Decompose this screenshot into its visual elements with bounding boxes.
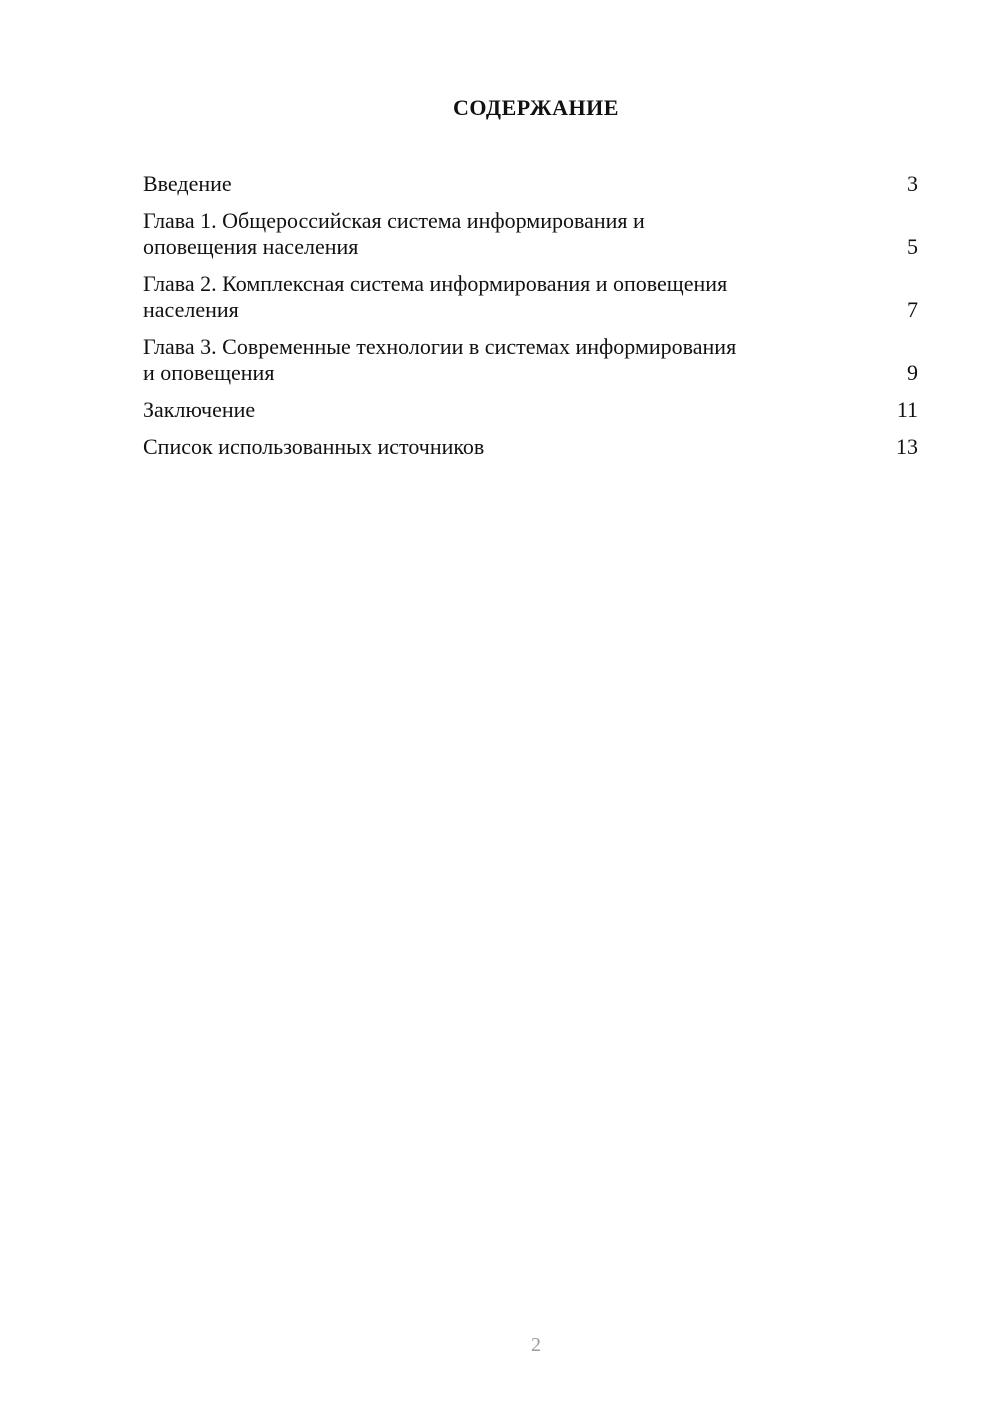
toc-entry-chapter-2[interactable] — [143, 271, 918, 323]
toc-entry-references[interactable] — [143, 434, 918, 460]
toc-entry-text — [143, 171, 833, 197]
toc-entry-line: Глава 1. Общероссийская система информирования и — [143, 208, 645, 233]
toc-entry-page-number: 5 — [907, 234, 918, 259]
toc-entry-line: Глава 3. Современные технологии в системах информирования — [143, 334, 737, 359]
toc-entry-chapter-1[interactable] — [143, 208, 918, 260]
toc-entry-line: и оповещения — [143, 360, 275, 385]
toc-entry-line: населения — [143, 297, 239, 322]
toc-entry-line: оповещения населения — [143, 234, 359, 259]
toc-entry-text — [143, 271, 833, 323]
toc-entry-page-number: 13 — [896, 434, 918, 459]
toc-entry-introduction[interactable] — [143, 171, 918, 197]
page-number: 2 — [531, 1334, 541, 1356]
toc-entry-text — [143, 208, 833, 260]
toc-entry-line: Глава 2. Комплексная система информирования и оповещения — [143, 271, 728, 296]
toc-entry-text — [143, 434, 833, 460]
toc-entry-page-number: 3 — [907, 171, 918, 196]
page-title: СОДЕРЖАНИЕ — [453, 95, 619, 120]
toc-entry-page-number: 9 — [907, 360, 918, 385]
toc-entry-chapter-3[interactable] — [143, 334, 918, 386]
toc-entry-page-number: 11 — [896, 397, 918, 422]
toc-entry-line: Заключение — [143, 397, 256, 422]
toc-entry-text — [143, 397, 833, 423]
toc-entry-line: Введение — [143, 171, 232, 196]
toc-entry-page-number: 7 — [907, 297, 918, 322]
toc-entry-text — [143, 334, 833, 386]
toc-entry-line: Список использованных источников — [143, 434, 485, 459]
table-of-contents — [143, 171, 918, 471]
toc-entry-conclusion[interactable] — [143, 397, 918, 423]
